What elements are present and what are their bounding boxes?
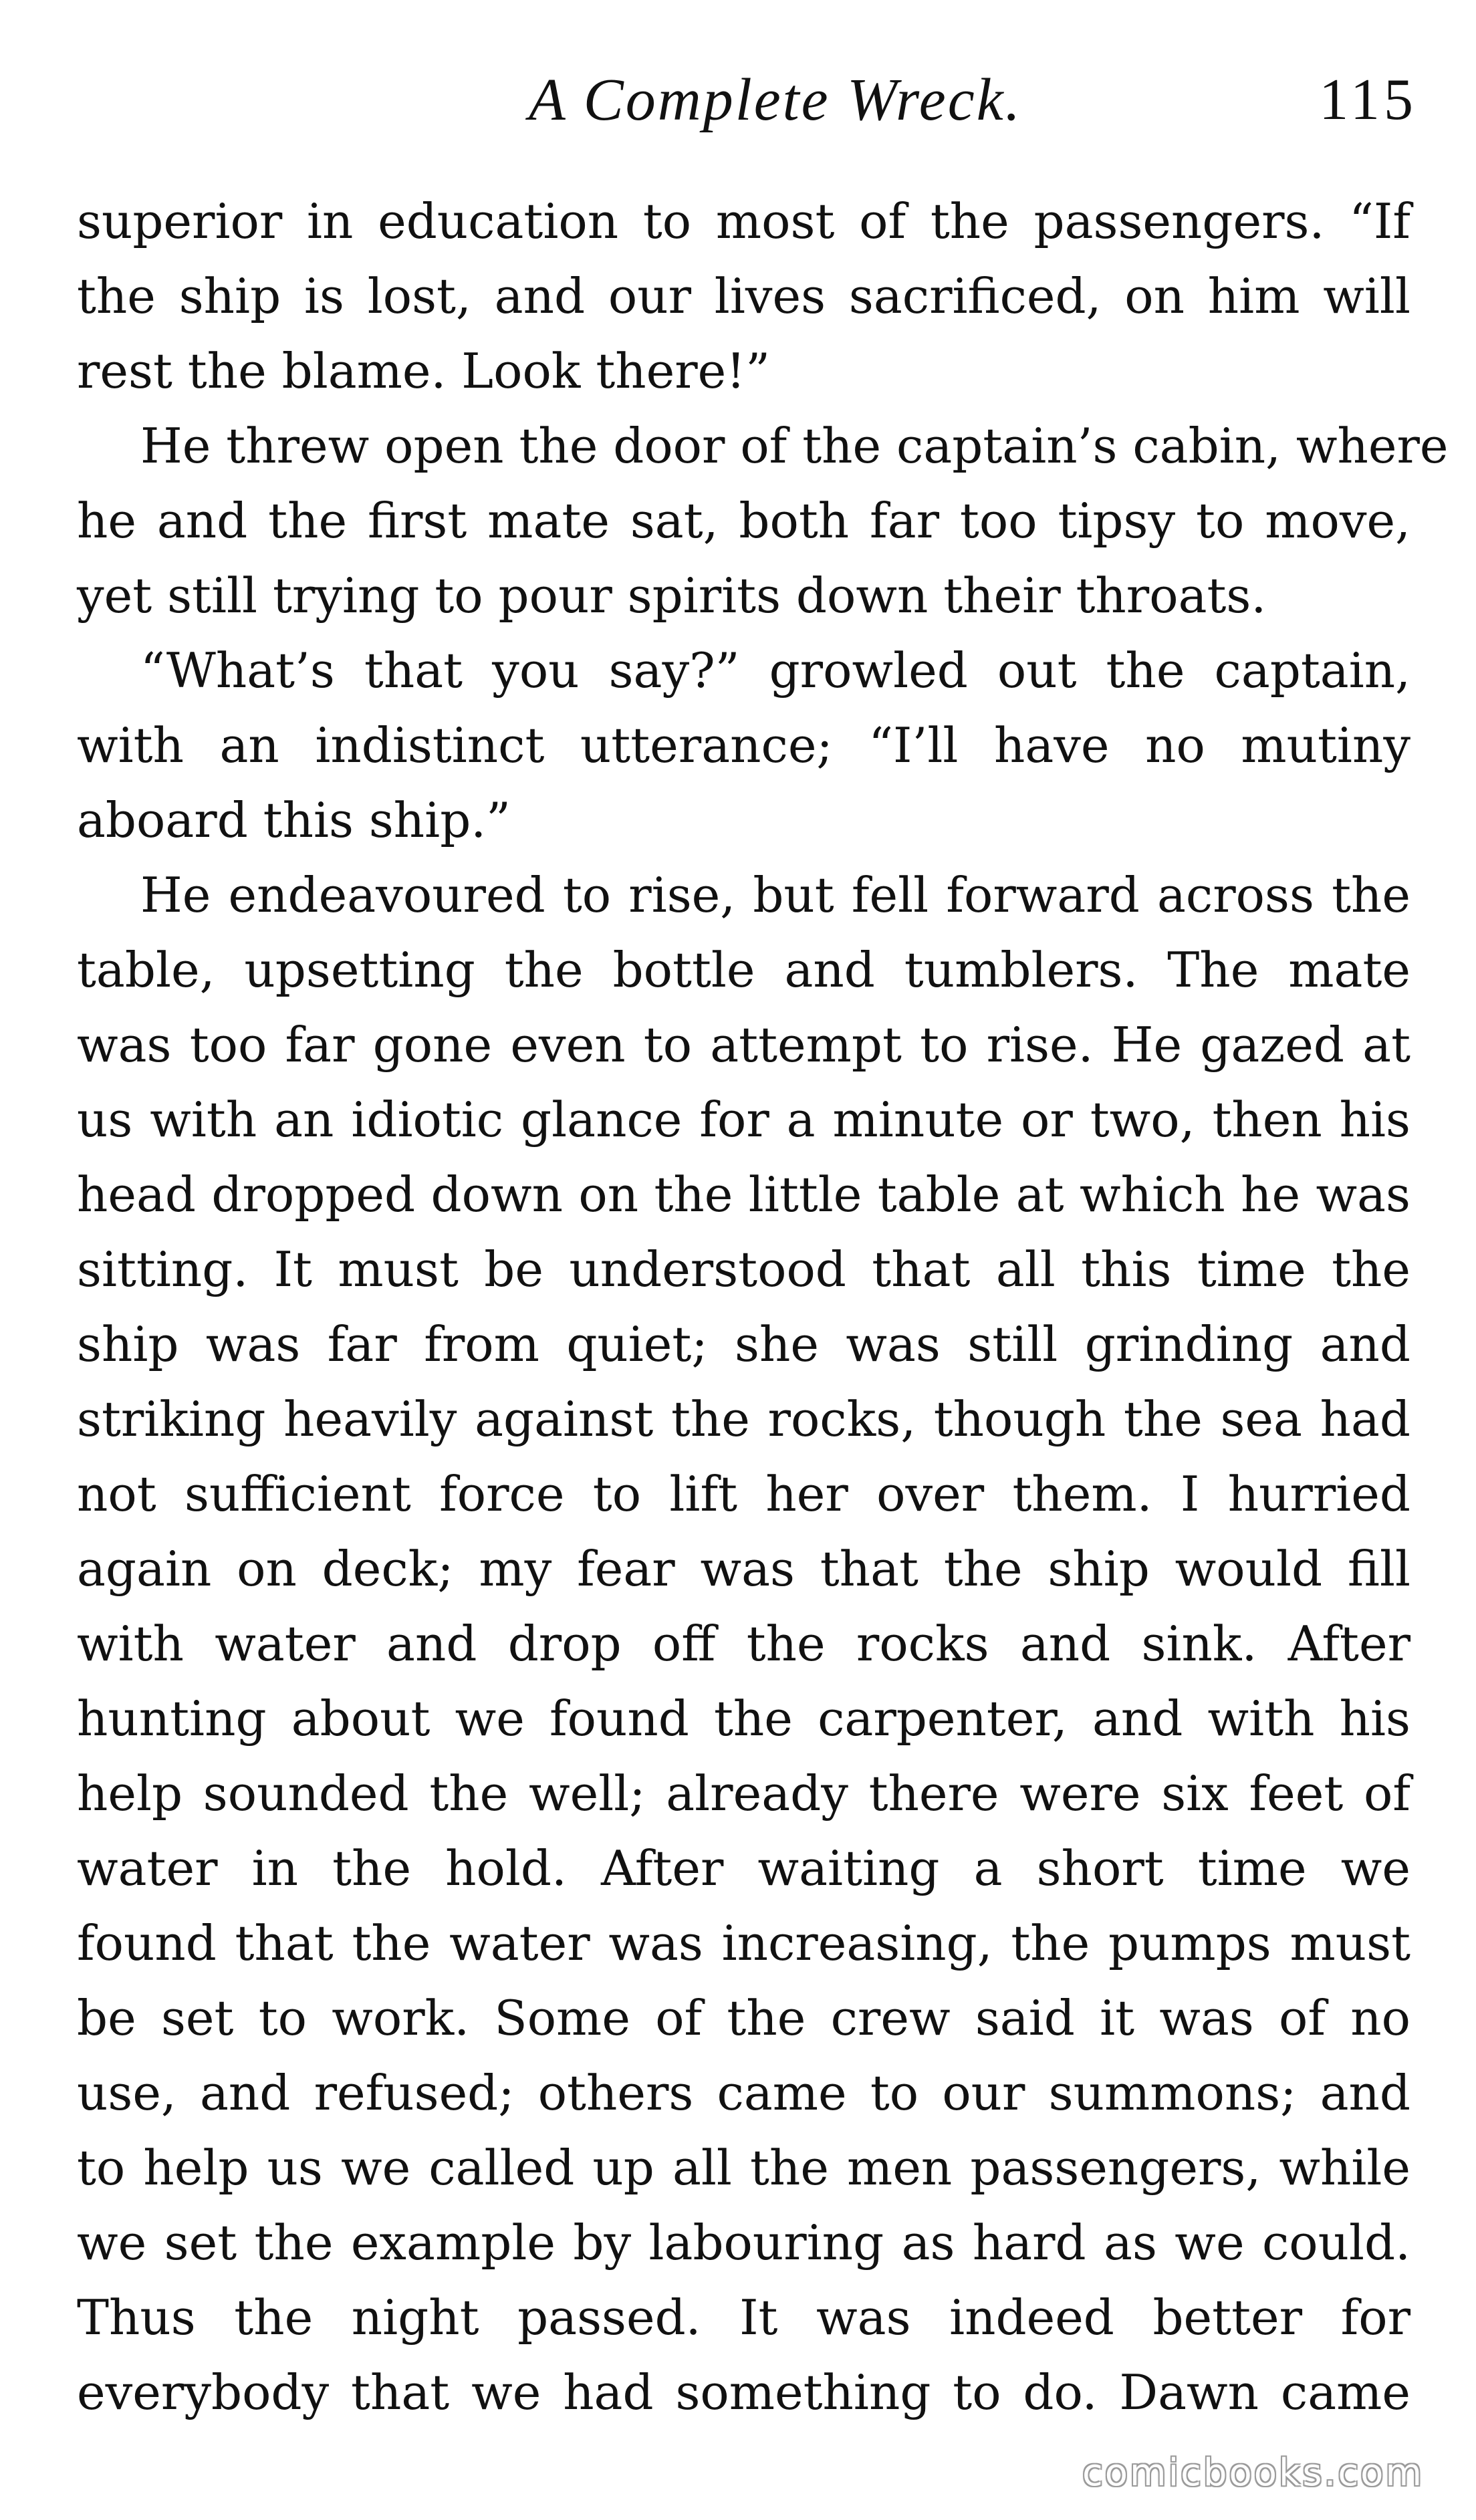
text-line: yet still trying to pour spirits down their throats. [77,568,1267,624]
text-line: head dropped down on the little table at which he was [77,1166,1410,1223]
text-line: the ship is lost, and our lives sacrificed, on him will [77,268,1410,324]
text-line: we set the example by labouring as hard as we could. [77,2215,1410,2271]
text-line: with water and drop off the rocks and sink. After [77,1616,1410,1672]
text-line: again on deck; my fear was that the ship would fill [77,1541,1410,1597]
text-line: help sounded the well; already there were six feet of [77,1765,1410,1821]
text-line: to help us we called up all the men passengers, while [77,2140,1410,2196]
text-line: water in the hold. After waiting a short time we [77,1840,1410,1896]
text-line: everybody that we had something to do. Dawn came [77,2364,1410,2420]
text-line: superior in education to most of the passengers. “If [77,193,1410,249]
text-line: aboard this ship.” [77,792,511,848]
text-line: be set to work. Some of the crew said it was of no [77,1990,1410,2046]
text-line: hunting about we found the carpenter, and with his [77,1690,1410,1747]
text-line: ship was far from quiet; she was still grinding and [77,1316,1410,1372]
text-line: striking heavily against the rocks, though the sea had [77,1391,1410,1447]
text-line: table, upsetting the bottle and tumblers. The mate [77,942,1410,998]
page-number: 115 [1319,68,1417,132]
text-line: he and the first mate sat, both far too tipsy to move, [77,493,1410,549]
text-line: not sufficient force to lift her over them. I hurried [77,1466,1410,1522]
text-line: with an indistinct utterance; “I’ll have no mutiny [77,717,1410,773]
running-title: A Complete Wreck. [528,67,1023,133]
running-head [0,64,1476,137]
text-line: us with an idiotic glance for a minute or two, then his [77,1092,1410,1148]
text-line: found that the water was increasing, the pumps must [77,1915,1410,1971]
text-line: rest the blame. Look there!” [77,343,771,399]
text-line: was too far gone even to attempt to rise. He gazed at [77,1017,1410,1073]
text-line: He endeavoured to rise, but fell forward across the [140,867,1410,923]
text-line: sitting. It must be understood that all this time the [77,1241,1410,1297]
text-line: use, and refused; others came to our summons; and [77,2065,1410,2121]
text-line: “What’s that you say?” growled out the captain, [140,642,1410,699]
body-text [77,184,1449,2430]
watermark: comicbooks.com [1082,2451,1424,2495]
text-line: He threw open the door of the captain’s cabin, where [140,418,1449,474]
text-line: Thus the night passed. It was indeed better for [77,2289,1410,2346]
